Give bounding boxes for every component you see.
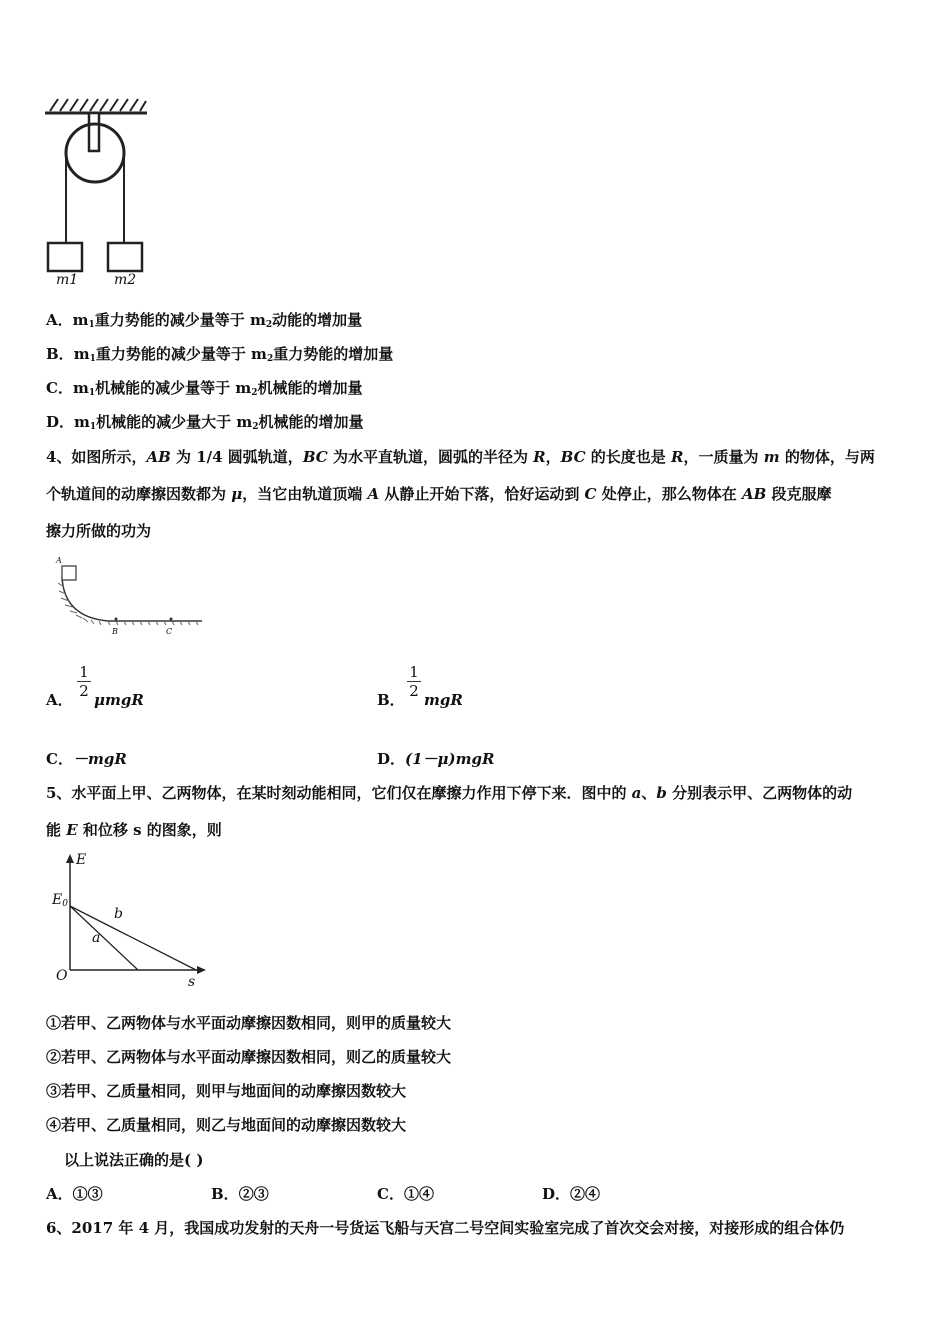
y-axis-label: E (76, 852, 87, 868)
q4-option-b-expr: mgR (424, 691, 463, 709)
pulley-figure (40, 95, 155, 295)
line-b-label: b (114, 906, 123, 922)
q6-stem-line1: 6、2017 年 4 月，我国成功发射的天舟一号货运飞船与天宫二号空间实验室完成了首次交会对接，对接形成的组合体仍 (46, 1219, 845, 1237)
q3-option-a: A．$m_1$重力势能的减少量等于 $m_2$动能的增加量 (46, 311, 363, 330)
q5-option-a: A．①③ (46, 1185, 103, 1203)
q5-prompt: 以上说法正确的是( ) (64, 1151, 204, 1169)
q4-option-a-expr: μmgR (94, 691, 144, 709)
line-a (70, 906, 138, 970)
q5-option-c: C．①④ (377, 1185, 434, 1203)
origin-label: O (56, 968, 68, 984)
label-a: A (56, 556, 62, 565)
q4-option-a-letter: A． (46, 691, 73, 709)
q4-stem-line2: 个轨道间的动摩擦因数都为 μ，当它由轨道顶端 A 从静止开始下落，恰好运动到 C 处停止，那么物体在 AB 段克服摩 (46, 485, 832, 503)
q4-option-d: D．(1－μ)mgR (377, 750, 495, 768)
q4-stem-line3: 擦力所做的功为 (46, 522, 152, 540)
line-a-label: a (92, 930, 101, 946)
q5-statement-4: ④若甲、乙质量相同，则乙与地面间的动摩擦因数较大 (46, 1116, 407, 1134)
q3-option-c: C．$m_1$机械能的减少量等于 $m_2$机械能的增加量 (46, 379, 363, 398)
q4-option-c: C．－mgR (46, 750, 127, 768)
e0-label: $E_0$ (52, 892, 68, 909)
q4-option-b-fraction: $\frac{1}{2}$ (407, 663, 421, 700)
q4-option-a-fraction: $\frac{1}{2}$ (77, 663, 91, 700)
label-m2: m2 (114, 272, 137, 288)
q5-option-d: D．②④ (542, 1185, 601, 1203)
q4-option-b-letter: B． (377, 691, 405, 709)
q3-option-b: B．$m_1$重力势能的减少量等于 $m_2$重力势能的增加量 (46, 345, 394, 364)
line-b (70, 906, 196, 970)
q5-stem-line2: 能 E 和位移 s 的图象，则 (46, 821, 222, 839)
energy-displacement-graph (48, 850, 213, 990)
x-axis-label: s (188, 974, 196, 990)
track-figure (50, 555, 210, 645)
q5-option-b: B．②③ (211, 1185, 269, 1203)
q5-stem-line1: 5、水平面上甲、乙两物体，在某时刻动能相同，它们仅在摩擦力作用下停下来．图中的 a、b 分别表示甲、乙两物体的动 (46, 784, 853, 802)
q4-stem-line1: 4、如图所示，AB 为 1/4 圆弧轨道，BC 为水平直轨道，圆弧的半径为 R，BC 的长度也是 R，一质量为 m 的物体，与两 (46, 448, 875, 466)
q5-statement-3: ③若甲、乙质量相同，则甲与地面间的动摩擦因数较大 (46, 1082, 407, 1100)
q5-statement-2: ②若甲、乙两物体与水平面动摩擦因数相同，则乙的质量较大 (46, 1048, 452, 1066)
label-c: C (166, 627, 173, 636)
label-b: B (112, 627, 118, 636)
q5-statement-1: ①若甲、乙两物体与水平面动摩擦因数相同，则甲的质量较大 (46, 1014, 452, 1032)
label-m1: m1 (56, 272, 79, 288)
q3-option-d: D．$m_1$机械能的减少量大于 $m_2$机械能的增加量 (46, 413, 364, 432)
